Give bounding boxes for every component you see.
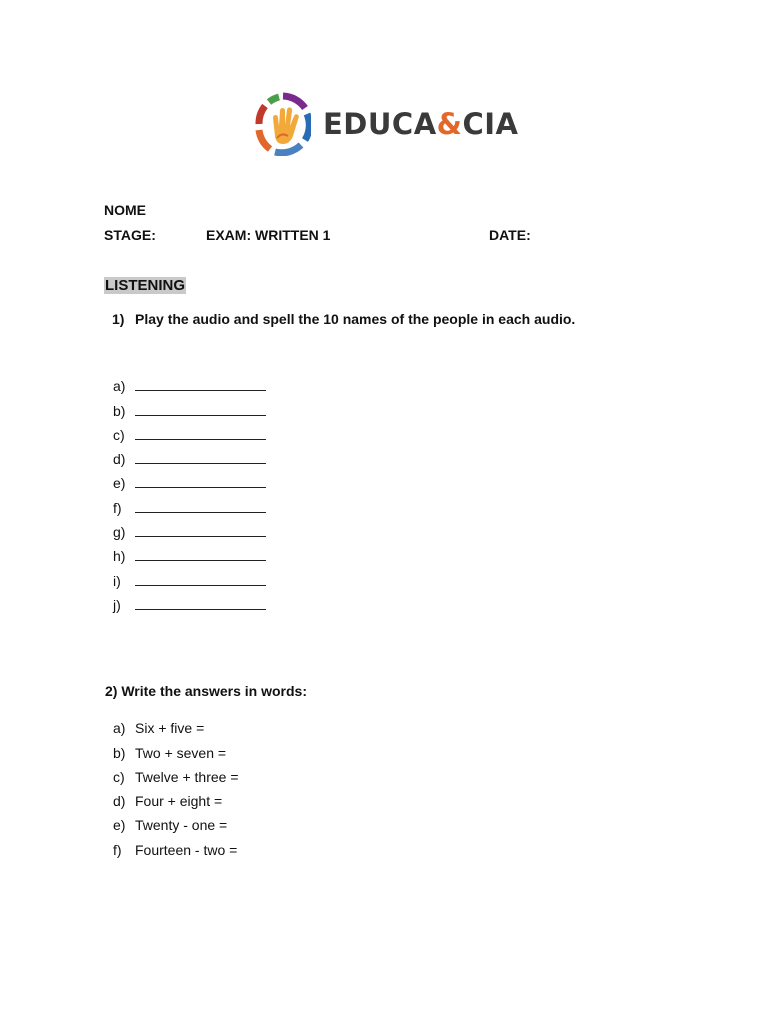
answer-blank[interactable] — [135, 425, 266, 440]
nome-label: NOME — [104, 202, 146, 218]
item-letter: f) — [113, 499, 122, 516]
list-item — [113, 419, 266, 443]
item-text: Twenty - one = — [135, 817, 228, 834]
item-letter: f) — [113, 841, 122, 858]
question-1 — [112, 311, 575, 327]
item-text: Four + eight = — [135, 793, 223, 810]
answer-blank[interactable] — [135, 401, 266, 416]
answer-blank[interactable] — [135, 571, 266, 586]
item-letter: a) — [113, 720, 126, 737]
logo — [255, 92, 519, 156]
list-item — [113, 809, 239, 833]
answer-blank[interactable] — [135, 522, 266, 537]
item-text: Two + seven = — [135, 744, 227, 761]
list-item — [113, 516, 266, 540]
list-item — [113, 785, 239, 809]
item-letter: j) — [113, 596, 121, 613]
list-item — [113, 540, 266, 564]
question-1-number: 1) — [112, 311, 125, 327]
item-letter: h) — [113, 548, 126, 565]
item-letter: b) — [113, 402, 126, 419]
list-item — [113, 443, 266, 467]
list-item — [113, 467, 266, 491]
answer-blank[interactable] — [135, 546, 266, 561]
list-item — [113, 736, 239, 760]
answer-blank[interactable] — [135, 498, 266, 513]
question-1-text: Play the audio and spell the 10 names of the people in each audio. — [135, 311, 576, 327]
item-letter: c) — [113, 426, 125, 443]
item-letter: a) — [113, 378, 126, 395]
logo-wordmark — [323, 107, 519, 141]
list-item — [113, 833, 239, 857]
item-text: Fourteen - two = — [135, 841, 238, 858]
list-item — [113, 564, 266, 588]
list-item — [113, 712, 239, 736]
item-letter: e) — [113, 817, 126, 834]
answer-blank[interactable] — [135, 376, 266, 391]
math-questions-list — [113, 712, 239, 858]
stage-label: STAGE: — [104, 227, 156, 243]
item-letter: b) — [113, 744, 126, 761]
item-letter: e) — [113, 475, 126, 492]
list-item — [113, 394, 266, 418]
list-item — [113, 589, 266, 613]
answer-blanks-list — [113, 370, 266, 613]
hand-logo-icon — [255, 92, 311, 156]
item-letter: d) — [113, 451, 126, 468]
logo-text-end: CIA — [462, 107, 519, 141]
item-letter: c) — [113, 768, 125, 785]
logo-text-amp: & — [436, 107, 463, 141]
section-title-listening: LISTENING — [105, 277, 186, 294]
item-text: Six + five = — [135, 720, 205, 737]
answer-blank[interactable] — [135, 473, 266, 488]
exam-label: EXAM: WRITTEN 1 — [206, 227, 331, 243]
list-item — [113, 491, 266, 515]
item-text: Twelve + three = — [135, 768, 239, 785]
question-2-text: 2) Write the answers in words: — [105, 683, 308, 699]
answer-blank[interactable] — [135, 595, 266, 610]
logo-text-main: EDUCA — [323, 107, 437, 141]
item-letter: i) — [113, 572, 121, 589]
list-item — [113, 370, 266, 394]
list-item — [113, 761, 239, 785]
answer-blank[interactable] — [135, 449, 266, 464]
item-letter: g) — [113, 524, 126, 541]
date-label: DATE: — [489, 227, 531, 243]
item-letter: d) — [113, 793, 126, 810]
